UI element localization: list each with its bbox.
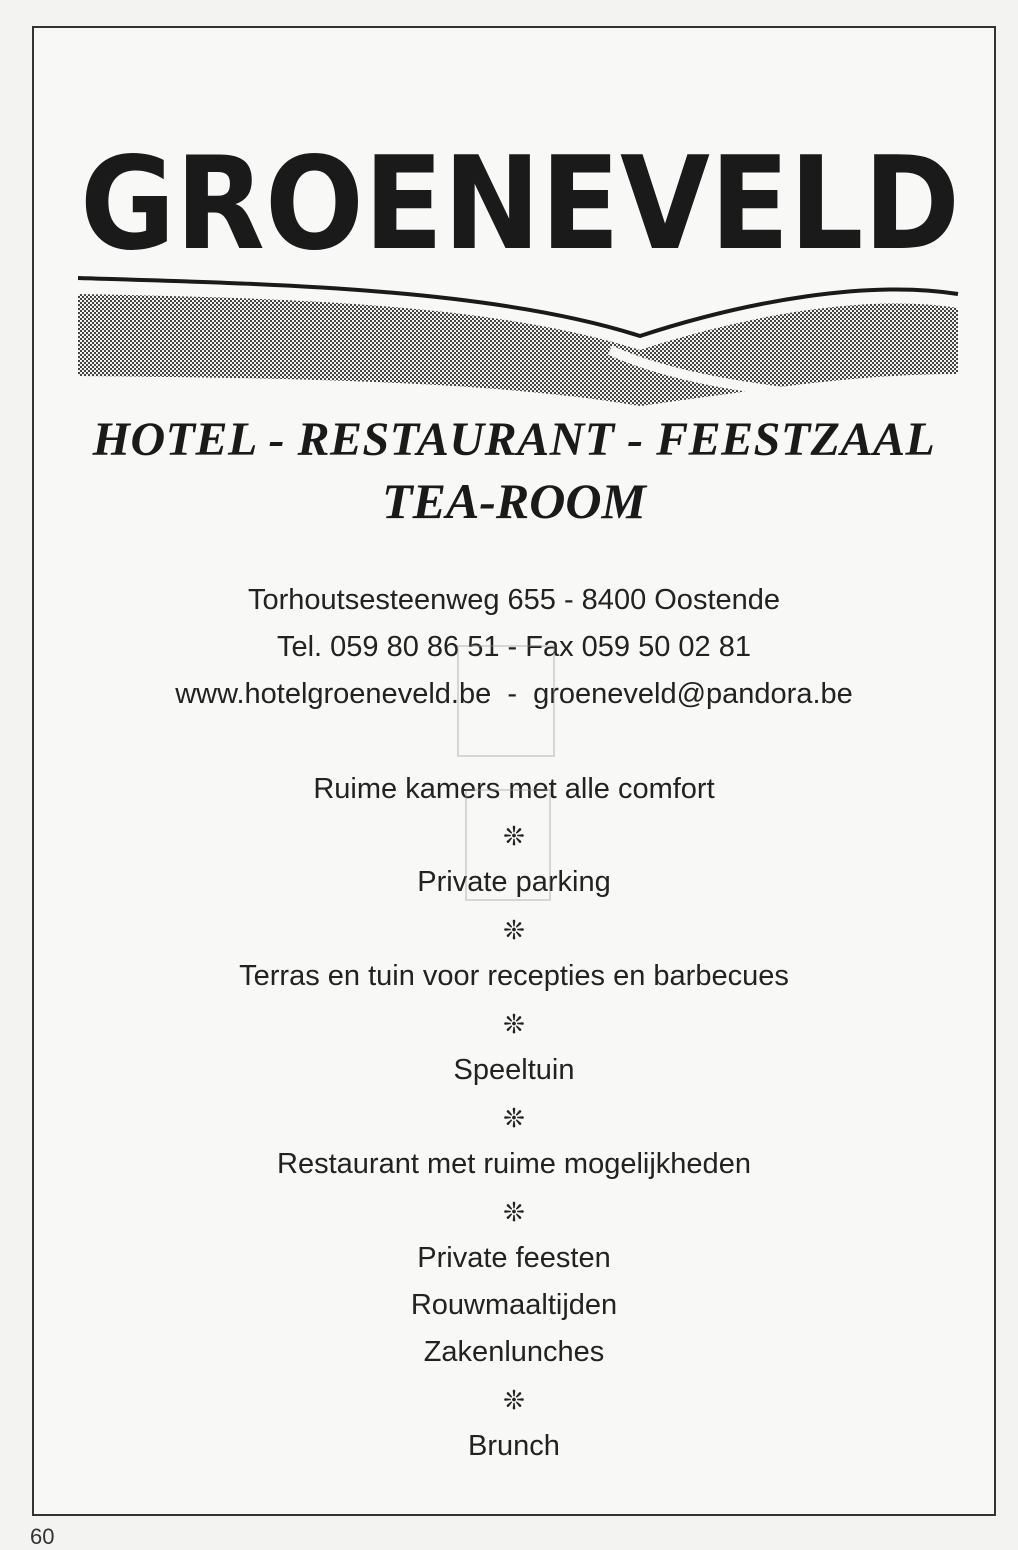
- website-email: www.hotelgroeneveld.be - groeneveld@pandora.be: [175, 678, 853, 710]
- separator-star-icon: ❊: [503, 822, 525, 852]
- page-number: 60: [30, 1524, 55, 1549]
- separator-star-icon: ❊: [503, 1386, 525, 1416]
- feature-brunch: Brunch: [468, 1430, 560, 1462]
- logo-graphic: [70, 88, 970, 418]
- phone-fax: Tel. 059 80 86 51 - Fax 059 50 02 81: [276, 631, 751, 663]
- logo-wordmark: GROENEVELD: [80, 130, 960, 279]
- feature-funeral-meals: Rouwmaaltijden: [410, 1289, 618, 1321]
- tagline-tea-room: TEA-ROOM: [382, 473, 646, 529]
- faded-stamp-watermark: [452, 640, 560, 930]
- separator-star-icon: ❊: [503, 1104, 525, 1134]
- feature-terrace: Terras en tuin voor recepties en barbecues: [239, 960, 789, 992]
- separator-star-icon: ❊: [503, 1198, 525, 1228]
- tagline-services: HOTEL - RESTAURANT - FEESTZAAL: [92, 413, 936, 466]
- feature-rooms: Ruime kamers met alle comfort: [313, 773, 715, 805]
- feature-restaurant: Restaurant met ruime mogelijkheden: [277, 1148, 751, 1180]
- separator-star-icon: ❊: [503, 1010, 525, 1040]
- feature-private-parties: Private feesten: [417, 1242, 611, 1274]
- groeneveld-logo: [70, 88, 970, 418]
- feature-business-lunches: Zakenlunches: [423, 1336, 605, 1368]
- feature-playground: Speeltuin: [453, 1054, 575, 1086]
- feature-parking: Private parking: [417, 866, 611, 898]
- address: Torhoutsesteenweg 655 - 8400 Oostende: [247, 584, 781, 616]
- separator-star-icon: ❊: [503, 916, 525, 946]
